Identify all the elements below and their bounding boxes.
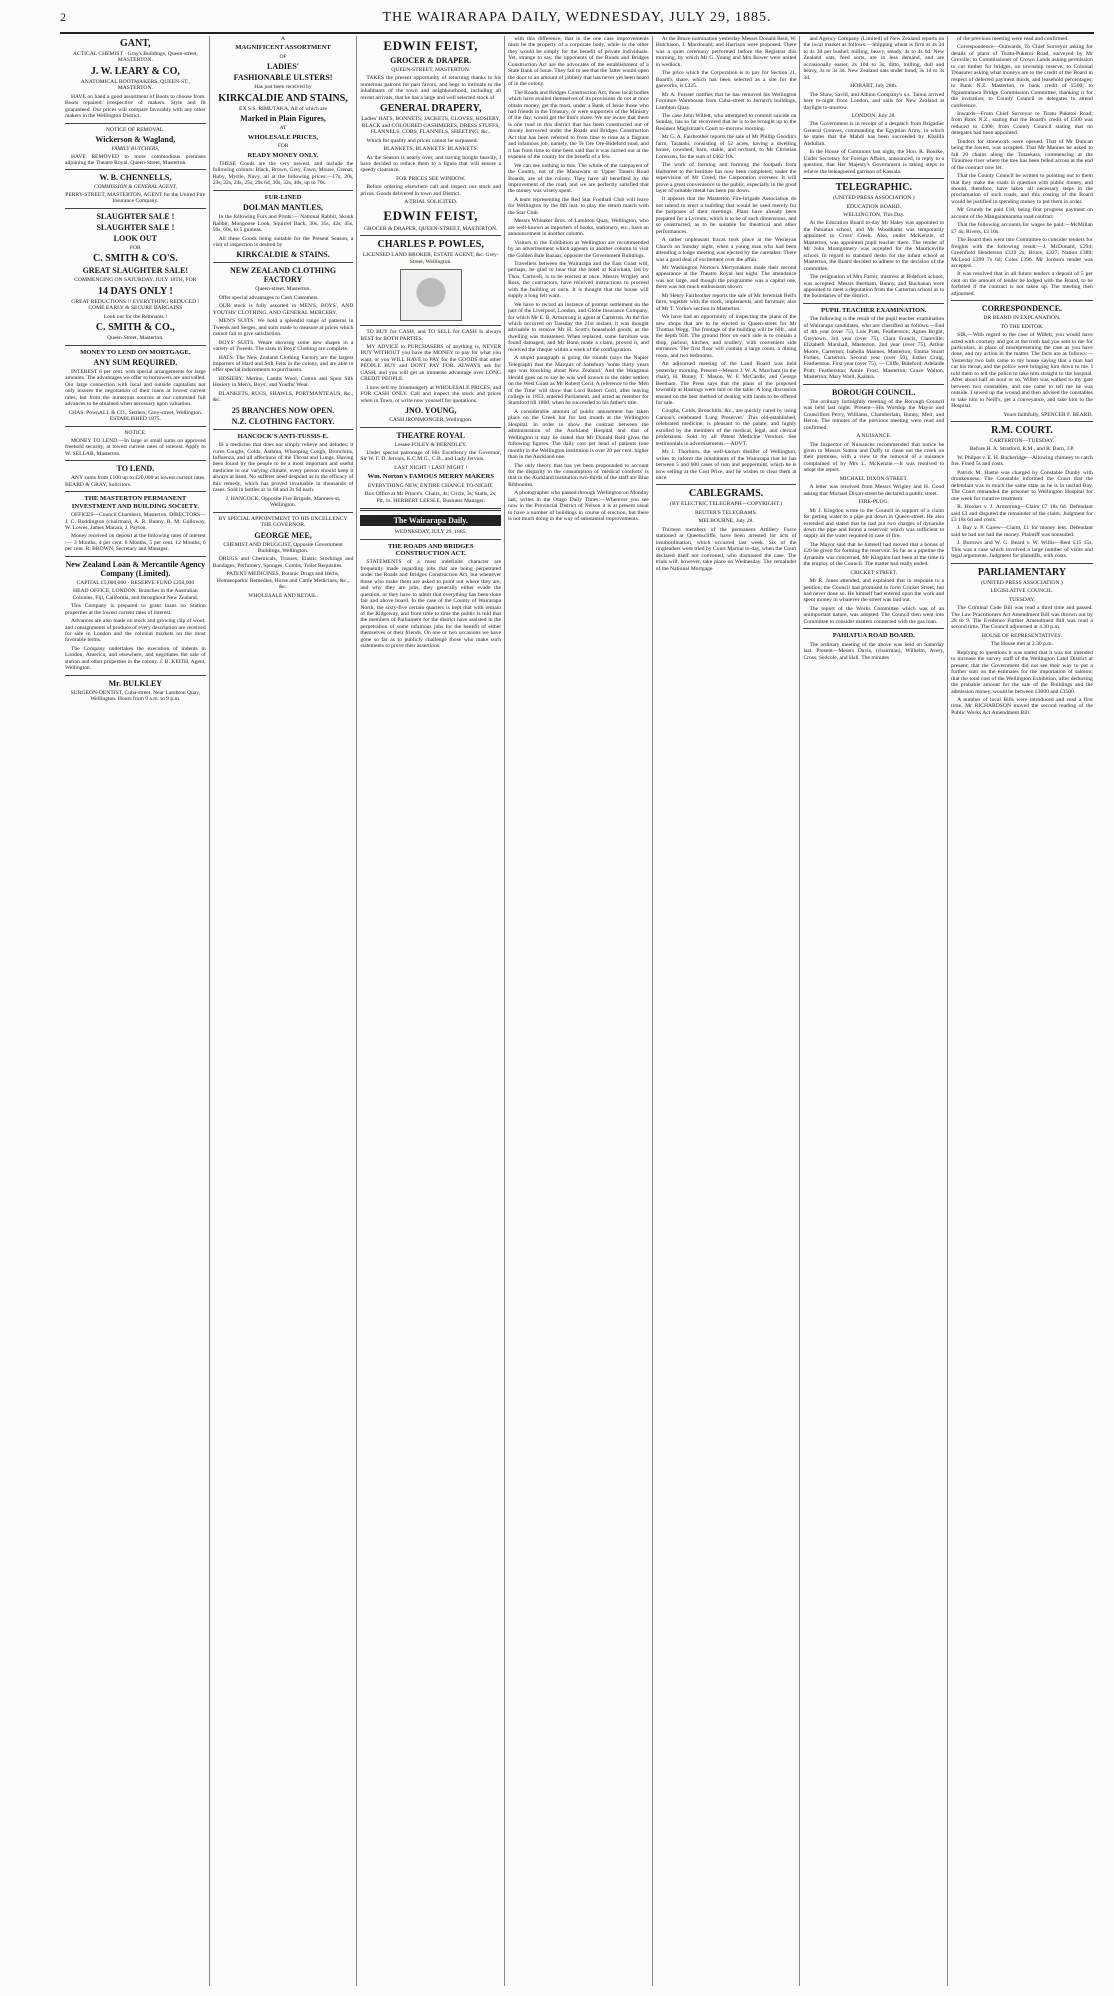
- column-heading: J. W. LEARY & CO,: [90, 65, 180, 77]
- text-paragraph: A number of local Bills were introduced and read a first time. Mr RICHARDSON moved the second reading of the Public Works Act Amendment Bill.: [951, 696, 1093, 716]
- column-heading: GENERAL DRAPERY,: [379, 103, 482, 115]
- column-rule: [213, 429, 354, 430]
- column-rule: [951, 563, 1093, 564]
- text-paragraph: FOR: [129, 244, 141, 251]
- text-paragraph: A TRIAL SOLICITED.: [404, 199, 458, 206]
- column-heading: GEORGE MEE,: [254, 530, 312, 540]
- column-heading: ANY SUM REQUIRED.: [93, 357, 178, 367]
- column-rule: [360, 235, 501, 236]
- text-paragraph: INTEREST 6 per cent. with special arrangements for large amounts. The advantages we offer to borrowers are unrivalled. Our large connection with local and outside capitalists not only insures the negotiation of their loans at lowest current rates, but from the numerous sources at our command full advances to be obtained when necessary upon valuation.: [65, 368, 206, 408]
- text-paragraph: PERRY-STREET, MASTERTON, AGENT for the United Fire Insurance Company.: [65, 191, 206, 205]
- column-heading: JNO. YOUNG,: [404, 406, 457, 416]
- column-heading: C. SMITH & CO.,: [95, 322, 175, 334]
- column-rule: [65, 345, 206, 346]
- text-paragraph: Mr R. Jones attended, and explained that in response to a petition, the Council had promised to form Cricket Street, but had never done so. He himself had entered upon the work and spent money in whatever the street was laid out.: [803, 578, 945, 604]
- column-heading: PARLIAMENTARY: [977, 566, 1067, 578]
- text-paragraph: OUR stock is fully assorted in MEN'S, BOYS', AND YOUTHS' CLOTHING, AND GENERAL MERCERY.: [212, 303, 354, 316]
- column-heading: KIRKCALDIE & STAINS.: [236, 250, 330, 260]
- column-rule: [360, 325, 501, 326]
- columns-container: [62, 36, 1096, 1986]
- text-paragraph: GREAT REDUCTIONS !! EVERYTHING REDUCED ! COME EARLY & SECURE BARGAINS: [71, 298, 200, 312]
- masthead: [60, 6, 1094, 34]
- column-heading: MONEY TO LEND ON MORTGAGE.: [80, 348, 191, 356]
- text-paragraph: (UNITED PRESS ASSOCIATION.): [981, 579, 1063, 586]
- double-rule: [360, 508, 501, 511]
- text-paragraph: It appears that the Masterton Fire-brigade Association do not intend to erect a building that would be used merely for the purposes of their meetings. Plans have already been prepared for a Lyceum, which is to be of such dimensions, and so constructed, as to be suitable for theatrical and other performances.: [655, 196, 797, 235]
- text-paragraph: The work of forming and forming the footpath from Hallstreet to the Institute has now been completed, under the supervision of Mr Creed, the Corporation overseer. It will prove a great convenience to the public, especially in the good layer of suitable metal has been put down.: [655, 162, 797, 194]
- column-heading: DOLMAN MANTLES,: [243, 203, 324, 213]
- text-paragraph: J. Burrows and W. G. Beard v. W. Willis—Rent £15 15s. This was a case which involved a large number of visits and legal arguments. Judgment for plaintiffs, with costs.: [951, 540, 1093, 560]
- column-heading: Mr. BULKLEY: [108, 678, 163, 688]
- column-heading: READY MONEY ONLY.: [247, 151, 319, 159]
- text-paragraph: The resignation of Mrs Farrer, mistress at Bideford school, was accepted. Messrs Beetham, Bunny, and Buchanan were appointed to meet a deputation from the Carterton school as to the boundaries of the district.: [803, 274, 945, 300]
- column-heading: SLAUGHTER SALE !: [96, 222, 175, 232]
- text-paragraph: Under special patronage of His Excellency the Governor, Sir W. F. D. Jervois, K.C.M.G., C.B., and Lady Jervois.: [360, 449, 502, 463]
- column-heading: 14 DAYS ONLY !: [97, 285, 173, 297]
- text-paragraph: HOUSE OF REPRESENTATIVES.: [981, 632, 1063, 639]
- text-paragraph: BLANKETS, RUGS, SHAWLS, PORTMANTEAUS, &c., &c.: [212, 390, 354, 404]
- text-paragraph: Before ordering elsewhere call and inspect our stock and prices. Goods delivered in town and District.: [360, 184, 502, 197]
- column-4: [505, 36, 653, 1986]
- column-rule: [65, 556, 206, 557]
- text-paragraph: The Inspector of Nuisances recommended that notice be given to Messrs Sutton and Daffy to clean out the creek on their premises, with a view to the removal of a nuisance complained of by Mrs L. McKenzie.—It was resolved to adopt the report.: [803, 441, 945, 474]
- column-heading: FUR-LINED: [264, 193, 302, 201]
- column-heading: LADIES': [267, 62, 300, 72]
- text-paragraph: J. HANCOCK, Opposite Fire Brigade, Manners-st, Wellington.: [225, 495, 341, 509]
- column-heading: GANT,: [120, 38, 151, 49]
- text-paragraph: The ordinary fortnightly meeting of the Borough Council was held last night. Present—His Worship the Mayor and Councillors Perry, Williams, Chamberlain, Bunny, Meir, and Heron. The minutes of the previous meeting were read and confirmed.: [803, 398, 945, 431]
- text-paragraph: A letter was received from Messrs Wrigley and H. Good asking that Michael Dixon-street be declared a public street.: [803, 484, 945, 497]
- text-paragraph: MEN'S SUITS. We hold a splendid range of patterns in Tweeds and Serges, and suits made to measure at prices which cannot fail to give satisfaction.: [212, 318, 354, 338]
- text-paragraph: The House met at 2.30 p.m.: [990, 641, 1054, 648]
- column-heading: PAHIATUA ROAD BOARD.: [832, 632, 915, 640]
- text-paragraph: A rather unpleasant fracas took place at the Wesleyan Church on Sunday night, when a young man who had been attending a lodge meeting was ejected by the caretaker. There was a good deal of excitement over the affair.: [655, 237, 797, 263]
- text-paragraph: MONEY TO LEND.—In large or small sums on approved freehold security, at lowest current rates of interest. Apply to W. SELLAR, Masterton.: [65, 438, 206, 457]
- column-heading: THEATRE ROYAL: [396, 430, 466, 440]
- text-paragraph: CARTERTON—TUESDAY.: [989, 438, 1055, 445]
- column-rule: [65, 460, 206, 461]
- text-paragraph: Mr J. Kingdon wrote to the Council in support of a claim for getting water to a pipe put down in Queen-street. He also extended and stated that he had put two charges of dynamite down the pipe and found a reservoir which was sufficient to supply all the water required in case of fire.: [803, 507, 945, 540]
- column-heading: NEW ZEALAND CLOTHING FACTORY: [229, 266, 337, 285]
- text-paragraph: A photographer who passed through Wellington on Monday last, writes in the Otago Daily Times:—Wherever you see now in the Provincial District of Nelson it is at present usual to have a number of buildings in course of erection, but there is not much doing in the way of substantial improvements.: [508, 490, 649, 523]
- column-heading: Wickerson & Wagland,: [95, 135, 176, 145]
- column-heading: Marked in Plain Figures,: [240, 114, 326, 124]
- text-paragraph: J. Bay v. P. Carew—Claim, £1 for money lent. Defendant said he had not had the money. Plaintiff was nonsuited.: [951, 525, 1093, 538]
- text-paragraph: OFFICES—Council Chambers, Masterton. DIRECTORS—J. C. Boddington (chairman), A. R. Bunny, R. M. Gulloway, W. Lowes, James Macara, J. Payton.: [65, 512, 206, 531]
- engraved-seal-illustration: [400, 269, 462, 321]
- text-paragraph: HAVE REMOVED to more commodious premises adjoining the Theatre Royal, Queen-Street, Masterton.: [65, 153, 206, 166]
- column-heading: BOROUGH COUNCIL.: [832, 387, 916, 397]
- text-paragraph: Mr Grundy be paid £18, being first progress payment on account of the Mangaramarama road contract.: [951, 207, 1093, 220]
- text-paragraph: The Company undertakes the execution of indents in London, America, and elsewhere, and negotiates the sale of station and other properties in the colony. J. B. KEITH, Agent, Wellington.: [65, 645, 206, 672]
- text-paragraph: REUTER'S TELEGRAMS.: [695, 509, 758, 516]
- column-heading: New Zealand Loan & Mercantile Agency Company (Limited).: [65, 559, 206, 578]
- text-paragraph: HEAD OFFICE, LONDON. Branches in the Australian Colonies, Fiji, California, and throughout New Zealand.: [72, 588, 199, 601]
- text-paragraph: WEDNESDAY, JULY 29, 1885.: [394, 529, 467, 536]
- column-rule: [656, 484, 797, 485]
- column-heading: PUPIL TEACHER EXAMINATION.: [821, 306, 927, 314]
- text-paragraph: The Shaw, Savill, and Albion Company's s.s. Tainui arrived here to-night from London, and sails for New Zealand at daylight to-morrow.: [803, 91, 945, 111]
- text-paragraph: Travellers between the Wairarapa and the East Coast will, perhaps, be glad to hear that the hotel at Kaiwhata, led by Thos. Cartwell, is to be erected at once. Messrs Wrigley and Ross, the contractors, have received instructions to proceed with the building at once. It is thought that the house will supply a long felt want.: [508, 260, 649, 300]
- column-heading: W. B. CHENNELLS,: [99, 173, 172, 183]
- text-paragraph: STATEMENTS of a most indefinite character are frequently made regarding jobs that are being perpetrated under the Roads and Bridges Construction Act, but whenever those who make them are asked to point out where they are, and why they are jobs, they generally either evade the question, or they have to admit that everything has been done fair and above board. In the case of the County of Wairarapa North, the sixty-five certain quarters is kept that with remain of the Ridgeway, and from time to time the public is told that the members of Parliament for the district have assisted in the perpetration of some infamous jobs for the benefit of either themselves or their friends. On one or two occasions we have gone so far as to publicly challenge those who make such statements to prove their assertions.: [360, 559, 502, 650]
- text-paragraph: (BY ELECTRIC TELEGRAPH—COPYRIGHT.): [670, 501, 783, 508]
- text-paragraph: WHOLESALE AND RETAIL.: [248, 592, 318, 599]
- text-paragraph: The ordinary meeting of the above was held on Saturday last. Present—Messrs Davis, (chairman), Wilhelm, Avery, Cross, Sedcole, and Hall. The minutes: [803, 641, 945, 661]
- column-heading: GREAT SLAUGHTER SALE!: [82, 266, 189, 276]
- text-paragraph: Messrs Whitaker Bros. of Lambton Quay, Wellington, who are well-known as importers of books, stationery, etc., have an announcement in another column.: [508, 218, 649, 238]
- text-paragraph: In the House of Commons last night, the Hon. R. Bourke, Under Secretary for Foreign Affairs, announced, in reply to a question, that Her Majesty's Government is taking steps to relieve the beleaguered garrison of Kassala.: [803, 149, 945, 175]
- text-paragraph: We have to record an instance of prompt settlement on the part of the Liverpool, London, and Globe Insurance Company, for which Mr E. B. Armstrong is agent at Carterton. At the fire which occurred on Tuesday the 21st instant, it was thought advisable to remove Mr H. Scott's household goods, as the dwelling was threatened. When replaced, some furniture was found damaged, and Mr Bunn made a claim, proved it, and received the cheque within a week of the conflagration.: [508, 301, 649, 353]
- column-heading: TELEGRAPHIC.: [835, 182, 912, 194]
- column-heading: EDWIN FEIST,: [383, 207, 479, 223]
- column-rule: [213, 262, 354, 263]
- column-heading: KIRKCALDIE AND STAINS,: [218, 92, 348, 104]
- text-paragraph: The following is the result of the pupil teacher examination of Wairarapa candidates, who are classified as follows:—End of 4th year (over 75), Lois Pratt, Featherston; Agnes Bright, Greytown. 3rd year (over 75), Clara Francis, Clareville; Elizabeth Marshall, Masterton. 2nd year (over 75), Arthur Moore, Carterton; Isabella Mannes, Masterton; Emma Stuart Forbes, Carterton. Second year (over 50), Esther Craig, Featherston. First year (over 75), — Cliffe, Bideford; Adelaide Pratt, Featherston; Annie Frost, Masterton; Grace Walton, Masterton; Mary Ward, Kaitara.: [803, 316, 945, 381]
- text-paragraph: Mr G. A. Fairbrother reports the sale of Mr Phillip Goodin's farm, Taratahi, consisting of 52 acres, having a dwelling house, cowshed, barn, stable, and orchard, to Mr Christian Lorenzen, for the sum of £462 10s.: [655, 134, 797, 160]
- text-paragraph: DR BEARD IN EXPLANATION.: [983, 315, 1061, 322]
- column-rule: [65, 208, 206, 209]
- page-number: 2: [60, 10, 66, 24]
- text-paragraph: LICENSED LAND BROKER, ESTATE AGENT, &c. Grey-Street, Wellington.: [362, 252, 499, 265]
- text-paragraph: QUEEN-STREET, MASTERTON.: [391, 67, 471, 73]
- column-heading: C. SMITH & CO'S.: [92, 253, 178, 265]
- column-rule: [213, 512, 354, 513]
- text-paragraph: We have had an opportunity of inspecting the plans of the new shops that are to be erected in Queen-street for Mr Thomas Wegg. The frontage of the building will be 60ft., and the depth 95ft. The ground floor on each side is to contain a shop, parlour, kitchen, and scullery, with convenient side entrances. The first floor will contain a large room, a dining room, and two bedrooms.: [655, 314, 797, 359]
- text-paragraph: Thirteen members of the permanent Artillery Force stationed at Queenscliffe, have been arrested for acts of insubordination, which occurred last week. Six of the ringleaders were tried by Court Martial to-day, when the Court declared itself not convened, who dismissed the case. The trials will, however, take place on Wednesday. The remainder of the National Mortgage: [655, 526, 797, 572]
- text-paragraph: NOTICE.: [124, 429, 147, 436]
- text-paragraph: Ladies' HATS, BONNETS, JACKETS, GLOVES, HOSIERY, BLACK and COLOURED CASHMERES, DRESS STUFFS, FLANNELS, COBS, FLANNELS, SHEETING, &c.,: [361, 116, 501, 136]
- text-paragraph: Replying to questions it was stated that it was not intended to increase the survey staff of the Wellington Land District at present; that the Government did not see their way to put a further sum on the estimates for the importation of salmon; that the total cost of the Wellington Exhibition, after deducting the probable amount for the sale of the Buildings and the admission money, would be between £3000 and £3500.: [951, 649, 1093, 695]
- text-paragraph: CHAS. PownALL & CO., Settlers, Grey-street, Wellington. ESTABLISHED 1875.: [68, 409, 203, 423]
- text-paragraph: MY ADVICE to PURCHASERS of anything is, NEVER BUY WITHOUT you have the MONEY to pay for what you want, or you WILL HAVE to PAY for the GOODS that other PEOPLE BUY and DONT PAY FOR. ALWAYS ask for CASH, and you will get an immense advantage over LONG CREDIT PEOPLE.: [360, 343, 502, 383]
- column-rule: [65, 123, 206, 124]
- text-paragraph: LONDON, July 28.: [851, 112, 896, 119]
- text-paragraph: Patrick M. Hastie was charged by Constable Dunby with drunkenness. The Constable informed the Court that the defendant was in much the same state as he is in unclad Bay. The Court remanded the prisoner to Wellington Hospital for one week for curative treatment.: [951, 469, 1093, 502]
- text-paragraph: Look out for the Remnants !: [103, 313, 168, 320]
- text-paragraph: of the previous meeting were read and confirmed.: [957, 36, 1069, 42]
- column-heading: CABLEGRAMS.: [689, 488, 764, 500]
- text-paragraph: A team representing the Red Star Football Club will leave for Wellington by the 8th inst. to play the return match with the Star Club.: [508, 196, 649, 216]
- text-paragraph: Visitors to the Exhibition at Wellington are recommended by an advertisement which appears in another column to visit the Golden Bale Bazaar, opposite the Government Buildings.: [508, 239, 649, 259]
- text-paragraph: OF: [279, 53, 287, 60]
- text-paragraph: We can see nothing in this. The whole of the ratepayers of the County, not of the Manawatu or Upper Taueru Road Boards, are of the colony. They have all benefited by the improvement of the road, and we are perfectly satisfied that the money was wisely spent.: [508, 162, 649, 195]
- text-paragraph: CASH IRONMONGER, Wellington.: [389, 417, 473, 424]
- column-heading: Wm. Norton's FAMOUS MERRY MAKERS: [367, 473, 494, 481]
- column-heading: GROCER & DRAPER.: [390, 56, 472, 65]
- text-paragraph: That the following accounts for wages be paid:—McMillan £7 4s; Rivers, £3 10s.: [951, 222, 1093, 235]
- column-rule: [65, 491, 206, 492]
- text-paragraph: At the Bruce nomination yesterday Messrs Donald Reid, W. Hutchison, J. Macdonald, and Harrison were proposed. There was a quiet ceremony performed before the Registrar this morning, by which Mr G. Young and Mrs Bower were united in wedlock.: [655, 36, 797, 68]
- text-paragraph: BLANKETS, BLANKETS. BLANKETS.: [383, 146, 479, 153]
- column-7: [948, 36, 1096, 1986]
- text-paragraph: W. Philpot v. E. H. Buckeridge—Allowing chimney to catch fire. Fined 5s and costs.: [951, 454, 1093, 468]
- text-paragraph: ANY sums from £100 up to £20,000 at lowest current rates. BEARD & GRAY, Solicitors.: [65, 475, 206, 488]
- column-heading: MAGNIFICENT ASSORTMENT: [235, 44, 331, 52]
- text-paragraph: MELBOURNE, July 28.: [698, 518, 754, 525]
- text-paragraph: A stupid paragraph is going the rounds (says the Napier Telegraph) that the Marquis of Salisbury 'some thirty years ago was knocking about New Zealand.' And the Wanganui Herald goes on to say he was well known to the older settlers on the West Coast as Mr Robert Cecil. A reference to the 'Men of the Time' will show that Lord Robert Cecil, after leaving college in 1853, entered Parliament, and acted as member for Stamford till 1868, when he succeeded to his father's title.: [508, 355, 649, 407]
- column-heading: 25 BRANCHES NOW OPEN.: [231, 405, 335, 415]
- text-paragraph: FOR: [277, 143, 289, 150]
- text-paragraph: TO THE EDITOR.: [1000, 323, 1044, 330]
- text-paragraph: Offer special advantages to Cash Customers.: [218, 294, 319, 301]
- newspaper-title: THE WAIRARAPA DAILY, WEDNESDAY, JULY 29, 1885.: [382, 10, 772, 25]
- column-rule: [65, 426, 206, 427]
- column-heading: TO LEND.: [116, 464, 155, 474]
- column-rule: [803, 384, 944, 385]
- column-rule: [951, 300, 1093, 301]
- text-paragraph: As the Season is nearly over, and having bought heavily, I have decided to reduce them to a figure that will ensure a speedy clearance.: [360, 154, 502, 174]
- text-paragraph: TO BUY for CASH, and TO SELL for CASH Is always BEST for BOTH PARTIES.: [360, 329, 502, 342]
- text-paragraph: BOYS' SUITS. Weare showing some new shapes in a variety of Tweeds. The sizes in Boys' Clothing are complete.: [212, 339, 354, 353]
- text-paragraph: AT: [279, 125, 287, 132]
- text-paragraph: SIR,—With regard to the case of Willett, you would have acted with courtesy and got at the truth had you sent to me for particulars, in place of misrepresenting the case as you have done, and my action in the matter. The facts are as follows:—Yesterday two lads came to my house saying that a man had cut his throat, and the police were bringing him down to me. I told them to tell the police to take him straight to the hospital. After about half an hour or so, Willett was walked to my gate between two constables, and one came to tell me he was outside. I sewed up the wound and then advised the constables to take him to Neill's, get a conveyance, and take him to the Hospital.: [951, 332, 1093, 410]
- text-paragraph: That the County Council be written to pointing out to them that they make the roads in question with public money, and should, therefore, have taken all necessary steps in the proclamation of such roads, and this costing of the Board would be justified in spending money to put them in order.: [951, 173, 1093, 205]
- text-paragraph: The Mayor said that he himself had moved that a bonus of £20 be given for forming the reservoir. So far as a pipeline the dynamite was concerned, Mr Kingdon had been at the time in the employ of the Council. The matter had really ended.: [803, 541, 945, 568]
- text-paragraph: CHEMIST AND DRUGGIST, Opposite Government Buildings, Wellington.: [223, 541, 343, 554]
- text-paragraph: DRUGS and Chemicals, Trusses, Elastic Stockings and Bandages, Perfumery, Sponges, Combs, Toilet Requisites.: [212, 556, 354, 569]
- column-5: [653, 36, 801, 1986]
- text-paragraph: Which for quality and prices cannot be surpassed.: [366, 137, 478, 144]
- text-paragraph: The Board then went into Committee to consider tenders for freights with the following result:—J. McDonald, £294; Greenfield Henderson £339 2s; Bruce, £327; Nation £389; McLeod £399 7s 6d; Coles £396. Mr Jordon's tender was accepted.: [951, 237, 1093, 269]
- text-paragraph: Mr Henry Fairbrother reports the sale of Mr Jeremiah Bell's farm, together with the stock, implements, and furniture; also of Mr T. Yorke's section in Masterton.: [655, 292, 797, 312]
- text-paragraph: NOTICE OF REMOVAL.: [105, 126, 165, 133]
- column-heading: EDWIN FEIST,: [383, 38, 479, 53]
- text-paragraph: All these Goods being suitable for the Present Season, a visit of inspection is desired by: [212, 235, 354, 248]
- text-paragraph: Mr J. Thorburn, the well-known distiller of Wellington, writes to inform the inhabitants of the Wairarapa that he has between 5 and 600 cases of rum and peppermint, which he is now selling at the Cost Price, and he wishes to clear them at once.: [655, 449, 797, 481]
- text-paragraph: EDUCATION BOARD.: [846, 203, 901, 210]
- text-paragraph: In the following Furs and Prints:— National Rabbit, Skunk Rabbit, Mongoose Look, Squirrel Back, 30s, 35s, 42s, 45s, 50s, 60s, to 5 guineas.: [212, 214, 354, 234]
- text-paragraph: (UNITED PRESS ASSOCIATION.): [832, 195, 915, 202]
- text-paragraph: HOBART, July 28th.: [850, 83, 898, 90]
- text-paragraph: Yours faithfully, SPENCER F. BEARD.: [1003, 411, 1093, 418]
- text-paragraph: It was resolved that in all future tenders a deposit of 5 per cent on the amount of tender be lodged with the Board, to be forfeited if the contract is not taken up. The meeting then adjourned.: [951, 271, 1093, 297]
- text-paragraph: Has just been received by: [254, 84, 312, 91]
- column-1: [62, 36, 210, 1986]
- text-paragraph: The only theory that has yet been propounded to account for the disparity in the consumption of 'medical comforts' is that in the Auckland institution two-thirds of the staff are Blue Ribbonites.: [508, 462, 649, 488]
- text-paragraph: TUESDAY.: [1008, 596, 1036, 603]
- text-paragraph: An adjourned meeting of the Land Board was held yesterday morning. Present—Messrs J. W. A. Marchant (in the chair), H. Bunny, T. Mason, W. F. McCardle, and George Beetham. The Press says that the plans of the proposed township at Hastings were laid on the table. A long discussion ensued on the best method of dealing with lands to be offered for sale.: [655, 361, 797, 407]
- subheading: COMMISSION & GENERAL AGENT,: [94, 184, 177, 191]
- text-paragraph: FIRE-PLUG.: [858, 499, 889, 506]
- column-heading: CORRESPONDENCE.: [981, 304, 1063, 314]
- text-paragraph: BY SPECIAL APPOINTMENT TO HIS EXCELLENCY THE GOVERNOR.: [218, 515, 348, 529]
- text-paragraph: Coughs, Colds, Bronchitis, &c., are quickly cured by using Carson's celebrated 'Lung Preserver.' This old-established, celebrated medicine, is pleasant to the palate, and highly extolled by the members of the medical, legal, and clerical professions. Sold by all Patent Medicine Vendors. See testimonials in advertisements.—ADVT.: [655, 408, 797, 447]
- text-paragraph: and Agency Company (Limited) of New Zealand reports on the local market as follows:—Shipping wheat is firm at 4s 2d to 4s 3d per bushel; milling, heavy, steady, 4s to 4s 6d. New Zealand oats, feed sorts, are in less demand, and are occasionally easier, 2s 10d to 3s; ditto, milling, dull and heavy, 3s to 3s 3d. New Zealand oats under bond, 3s 1d to 3s 3d.: [803, 36, 945, 81]
- text-paragraph: The case John Willett, who attempted to commit suicide on Sunday, has so far recovered that he is to be brought up to the Resident Magistrate's Court to-morrow morning.: [655, 112, 797, 132]
- text-paragraph: HOSIERY. Merino, Lambs Wool, Cotton and Spun Silk Hosiery in Men's, Boys', and Youths' Wear.: [212, 375, 354, 389]
- text-paragraph: Queen-street, Masterton.: [255, 286, 311, 293]
- column-heading: LOOK OUT: [113, 233, 158, 243]
- text-paragraph: Mr A. Fursser notifies that he has removed his Wellington Furniture Warehouse from Cuba-street to Jerrard's buildings, Lambton Quay.: [655, 91, 797, 111]
- text-paragraph: TAKES the present opportunity of returning thanks to his numerous patrons for past favors, and begs to intimate to the inhabitants of the town and neighbourhood, including all recent arrivals, that he has a large and well selected stock of: [360, 75, 502, 101]
- text-paragraph: Box Office at Mr Prince's. Chairs, 4s; Circle, 3s; Stalls, 2s; Pit, 1s. HERBERT LEESLE, Business Manager.: [364, 491, 497, 504]
- text-paragraph: A: [281, 36, 286, 42]
- text-paragraph: HATS. The New Zealand Clothing Factory are the largest importers of Hard and Soft Felts in the colony, and are able to offer special inducements to purchasers.: [212, 354, 354, 374]
- column-rule: [803, 628, 944, 629]
- column-heading: R.M. COURT.: [991, 425, 1053, 437]
- column-rule: [803, 178, 944, 179]
- text-paragraph: Money received on deposit at the following rates of interest :— 3 Months, 4 per cent. 6 Months, 5 per cent. 12 Months, 6 per cent. R. BROWN, Secretary and Manager.: [65, 533, 206, 553]
- text-paragraph: R. Hooker v. J. Armstrong—Claim £7 18s 6d. Defendant said £3 and disputed the remainder of the claim. Judgment for £3 18s 6d and costs.: [951, 504, 1093, 523]
- text-paragraph: Inwards—From Chief Surveyor re Tiratu Puketoi Road; from Bank N.Z., stating that the Board's credit of £500 was reduced to £400; from County Council stating that no delegates had been appointed.: [951, 110, 1093, 137]
- text-paragraph: Before H. A. Stratford, R.M., and R. Burn, J.P.: [969, 446, 1075, 453]
- text-paragraph: The Government is in receipt of a despatch from Brigadier General Greaves, commanding the Egyptian Army, in which he states that the Mahdi has been succeeded by Khalifa Abdullah.: [803, 121, 945, 147]
- column-6: [800, 36, 948, 1986]
- text-paragraph: IS a medicine that does not simply relieve and deludes; it cures Coughs, Colds, Asthma, Whooping Cough, Bronchitis, Influenza, and all affections of the Throat and Lungs. Having been found by the people to be a most important and useful medicine in our varying climate, every person should keep it always at hand. No sufferer need despond as to the efficacy of this remedy, which has proved invaluable in thousands of cases. Sold in bottles at 1s 6d and 2s 6d each.: [212, 442, 354, 494]
- text-paragraph: PATENT MEDICINES, Botanic Drugs and Herbs, Homœopathic Remedies, Horse and Cattle Medicines, &c., &c.: [216, 571, 350, 591]
- column-heading: SLAUGHTER SALE !: [96, 211, 175, 221]
- text-paragraph: LAST NIGHT ! LAST NIGHT !: [394, 464, 468, 471]
- text-paragraph: At the Education Board to-day Mr Haley was appointed to the Pahiatua school, and Mr Woodhams was temporarily appointed to Cross' Creek. Also, under McKenzie, of Masterton, was appointed pupil teacher there. The tender of Mr John Montgomery was accepted for the Mauriceville school. In regard to standard desks for the infant school at Masterton, the Board decided to adhere to the decision of the committee.: [803, 220, 945, 272]
- text-paragraph: Tenders for stonework were opened. That of Mr Duncan being the lowest, was accepted. That Mr Mannes be asked to fall 20 chains along the Tutaekara, commencing at the Tiraumea river where the tree has been felled across at the end of the contract now let.: [951, 138, 1093, 171]
- column-rule: [213, 190, 354, 191]
- text-paragraph: EX S.S. RIMUTAKA, All of which are: [239, 105, 328, 112]
- column-3: [357, 36, 505, 1986]
- text-paragraph: The Criminal Code Bill was read a third time and passed. The Law Practitioners Act Amendment Bill was thrown out by 28 to 9. The Evidence Further Amendment Bill was read a second time. The Council adjourned at 4.30 p.m.: [951, 605, 1093, 631]
- column-2: [210, 36, 358, 1986]
- text-paragraph: Correspondence—Outwards, To Chief Surveyor asking for details of plans of Tiratu-Puketoi Road, surveyed by Mr Greville; to Commissioner of Crown Lands asking permission to cut timber for bridges, on township reserve; to Colonial Treasurer asking what moneys are to the credit of the Board in respect of deferred payment thirds, and leasehold percentages; to Bank N.Z. Masterton, re bank credit of £500; to Ngaumutawa Bridge Commission Committee, thanking it for the invitation; to County Council re delegates to attend conference.: [951, 44, 1093, 109]
- text-paragraph: Lessee FOLEY & BERNDLEY.: [394, 441, 467, 448]
- text-paragraph: Queen-Street, Masterton.: [107, 335, 164, 342]
- text-paragraph: ACTICAL CHEMIST · Gray's Buildings, Queen-street, MASTERTON.: [72, 51, 198, 64]
- text-paragraph: A NUISANCE.: [856, 433, 892, 440]
- column-heading: CHARLES P. POWLES,: [377, 239, 484, 251]
- text-paragraph: The Roads and Bridges Construction Act, those local bodies which have availed themselves of its provisions do not at once obtain money, get the most, under a Bank of Issue those who had friends in the Treasury, or were supporters of the Ministry of the day, would get the lion's share. We are aware that there is one road in this district that has been constructed out of money borrowed under the Roads and Bridges Construction Act that has been referred to from time to time as a flagrant and infamous job, namely, the Te Ore Ore-Bideford road, and it has from time to time been said that it was carried out at the expense of the county for the benefit of a few.: [508, 89, 649, 161]
- text-paragraph: ANATOMICAL BOOTMAKERS, QUEEN-ST., MASTERTON.: [80, 78, 190, 92]
- text-paragraph: with this difference, that in the one case improvements must be the property of a corporate body, while in the other they would be simply for the benefit of private individuals. Yet, strange to say, the opponents of the Roads and Bridges Construction Act are the advocates of the establishment of a State Bank of Issue. They fail to see that the 'latter would open the door to an amount of jobbery that has never yet been heard of in the colony.: [508, 36, 649, 88]
- subheading: FAMILY BUTCHERS,: [111, 146, 160, 153]
- column-rule: [65, 169, 206, 170]
- text-paragraph: Advances are also made on stock and growing clip of wool; and consignments of produce of every description are received for sale in London and the colonial markets on the most favorable terms.: [65, 618, 206, 644]
- column-heading: THE ROADS AND BRIDGES CONSTRUCTION ACT.: [387, 542, 474, 557]
- column-rule: [65, 675, 206, 676]
- text-paragraph: SURGEON-DENTIST, Cuba-street, Near Lambton Quay, Wellington. Hours from 9 a.m. to 9 p.m.: [70, 689, 201, 703]
- column-rule: [803, 303, 944, 304]
- text-paragraph: THESE Goods are the very newest, and include the following colours: Black, Brown, Grey, Fawn, Mouse, Grenat, Ruby, Myrtle, Navy, all at the following prices:—17s, 20s, 23s, 22s, 24s, 25s, 29s 6d, 30s, 32s, 40s, up to 70s.: [212, 160, 354, 187]
- text-paragraph: GROCER & DRAPER, QUEEN-STREET, MASTERTON.: [363, 225, 498, 232]
- text-paragraph: A considerable amount of public amusement has taken place on the Greek bar for last month at the Wellington Hospital. In order to show the contrast between the administration of the Auckland Hospital and that of Wellington it may be stated that Mr Donald Reid gives the following figures. The daily cost per head of patients (one month) in the Wellington institution is over 20 per cent. higher than in the Auckland one.: [508, 408, 649, 461]
- text-paragraph: I now sell my Ironmongery at WHOLESALE PRICES, and FOR CASH ONLY. Call and inspect the stock and prices when in Town, or write now yourself for quotations.: [360, 384, 502, 404]
- text-paragraph: The report of the Works Committee which was of an unimportant nature, was adopted. The Council then went into Committee to consider matters connected with the gas loan.: [803, 605, 945, 625]
- text-paragraph: EVERYTHING NEW, ENTIRE CHANGE TO-NIGHT.: [367, 482, 494, 489]
- text-paragraph: LEGISLATIVE COUNCIL.: [990, 588, 1054, 595]
- text-paragraph: WELLINGTON, This Day.: [843, 211, 905, 218]
- editorial-banner: The Wairarapa Daily.: [360, 515, 501, 526]
- column-heading: WHOLESALE PRICES,: [247, 133, 319, 141]
- text-paragraph: Mr Washington Norton's Merrymakers made their second appearance at the Theatre Royal last night. The attendance was not large, and though the programme was a capital one, there was not much enthusiasm shown.: [655, 264, 797, 291]
- text-paragraph: CRICKET STREET.: [850, 569, 898, 576]
- text-paragraph: The price which the Corporation is to pay for Section 21, Board's share, which has been selected as a site for the gasworks, is £225.: [655, 70, 797, 90]
- text-paragraph: HAVE on hand a good assortment of Boots to choose from. Boots repaired irrespective of makers. Style and fit guaranteed. Our prices will compare favorably with any other makers in the Wellington District.: [65, 93, 206, 120]
- column-heading: N.Z. CLOTHING FACTORY.: [231, 416, 335, 426]
- text-paragraph: MICHAEL DIXON-STREET.: [839, 475, 908, 482]
- column-rule: [360, 539, 501, 540]
- column-heading: HANCOCK'S ANTI-TUSSIS-E.: [237, 432, 329, 440]
- column-rule: [360, 427, 501, 428]
- column-heading: FASHIONABLE ULSTERS!: [233, 73, 333, 83]
- column-heading: THE MASTERTON PERMANENT INVESTMENT AND BUILDING SOCIETY.: [71, 495, 199, 510]
- text-paragraph: COMMENCING ON SATURDAY, JULY 18TH, FOR: [74, 277, 197, 284]
- column-rule: [951, 421, 1093, 422]
- text-paragraph: CAPITAL £5,000,000 · RESERVE FUND £250,000: [76, 579, 195, 586]
- text-paragraph: This Company is prepared to grant loans on Station properties at the lowest current rates of interest.: [65, 603, 206, 616]
- text-paragraph: FOR PRICES SEE WINDOW.: [396, 175, 466, 182]
